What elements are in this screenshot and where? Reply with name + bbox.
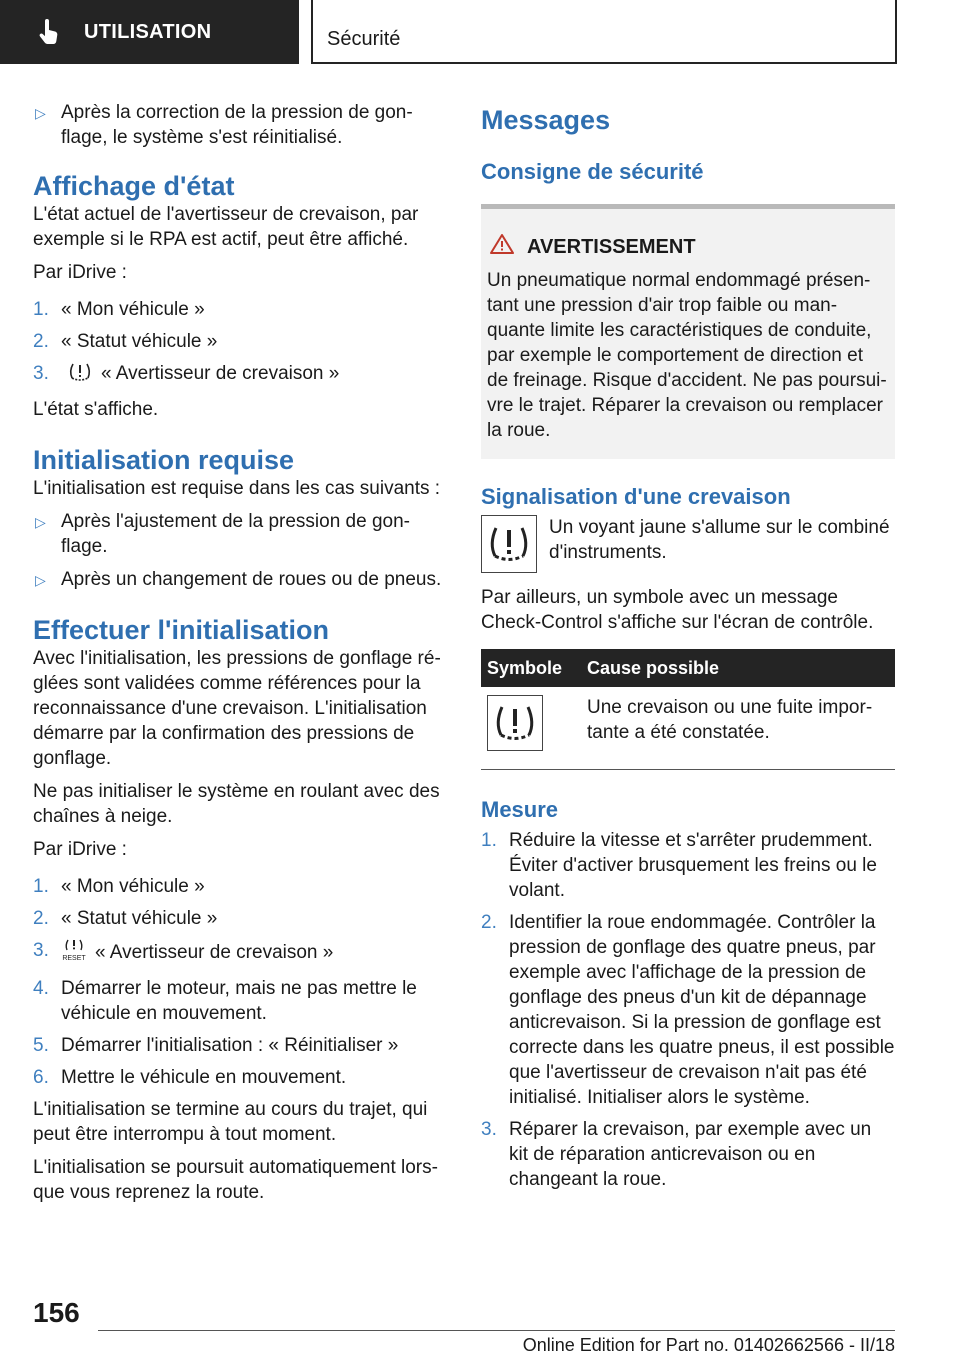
footer-rule <box>98 1330 895 1331</box>
page-number: 156 <box>33 1297 80 1328</box>
warning-title: AVERTISSEMENT <box>527 236 696 258</box>
section-title: Sécurité <box>327 28 401 50</box>
left-column <box>33 100 445 1213</box>
list-item: 5. Démarrer l'initialisation : « Réinitialiser » <box>33 1035 399 1056</box>
section-tab <box>311 0 897 64</box>
list-item: 2. « Statut véhicule » <box>33 908 218 929</box>
svg-text:RESET: RESET <box>62 955 86 962</box>
tire-warning-icon <box>67 361 93 390</box>
list-item: 2. « Statut véhicule » <box>33 331 218 352</box>
perform-text: Avec l'initialisation, les pressions de gonflage ré‐ glées sont validées comme références pour la reconnaissance d'une crevaison. L'initialisation démarre par la confirmation des pressions de gonflage. <box>33 648 441 769</box>
list-item: 4. Démarrer le moteur, mais ne pas mettre le véhicule en mouvement. <box>33 978 417 1024</box>
required-text: L'initialisation est requise dans les cas suivants : <box>33 478 441 499</box>
indicator-text: Un voyant jaune s'allume sur le combiné d'instruments. <box>549 517 890 563</box>
list-item: 3. Réparer la crevaison, par exemple avec un kit de réparation anticrevaison ou en changeant la roue. <box>481 1119 872 1190</box>
list-item: ▷ Après l'ajustement de la pression de gon‐ flage. <box>35 511 410 557</box>
resume-text: L'initialisation se poursuit automatiquement lors‐ que vous reprenez la route. <box>33 1157 438 1203</box>
triangle-bullet-icon: ▷ <box>35 572 46 588</box>
status-heading: Affichage d'état <box>33 171 235 201</box>
idrive-label: Par iDrive : <box>33 262 127 283</box>
warning-text: Un pneumatique normal endommagé présen‐ tant une pression d'air trop faible ou man‐ quante limite les caractéristiques de conduite, par exemple le comportement de direction et de freinage. Risque d'accident. Ne pas poursui‐ vre le trajet. Réparer la crevaison ou remplacer la roue. <box>487 270 887 441</box>
messages-heading: Messages <box>481 105 611 135</box>
column-header: Cause possible <box>581 649 895 687</box>
tpms-symbol-icon <box>487 695 543 751</box>
column-header: Symbole <box>481 649 581 687</box>
completion-text: L'initialisation se termine au cours du trajet, qui peut être interrompu à tout moment. <box>33 1099 428 1145</box>
required-heading: Initialisation requise <box>33 445 295 475</box>
signal-heading: Signalisation d'une crevaison <box>481 484 791 509</box>
list-item: 1. « Mon véhicule » <box>33 299 205 320</box>
list-item: ▷ Après un changement de roues ou de pneus. <box>33 567 445 592</box>
status-result: L'état s'affiche. <box>33 399 159 420</box>
tpms-indicator-icon <box>481 515 537 573</box>
safety-heading: Consigne de sécurité <box>481 159 704 184</box>
warning-triangle-icon <box>489 233 515 262</box>
warning-box <box>481 209 895 459</box>
list-item: 6. Mettre le véhicule en mouvement. <box>33 1067 347 1088</box>
table-row <box>481 687 895 759</box>
right-column <box>481 100 895 1199</box>
measure-heading: Mesure <box>481 797 559 822</box>
edition-text: Online Edition for Part no. 01402662566 - II/18 <box>522 1335 895 1355</box>
tire-reset-icon <box>61 938 87 969</box>
status-text: L'état actuel de l'avertisseur de crevaison, par exemple si le RPA est actif, peut être affiché. <box>33 204 419 250</box>
triangle-bullet-icon: ▷ <box>35 105 46 121</box>
triangle-bullet-icon: ▷ <box>35 514 46 530</box>
idrive-label: Par iDrive : <box>33 839 127 860</box>
cause-cell: Une crevaison ou une fuite impor‐ tante a été constatée. <box>587 697 873 743</box>
list-item: 2. Identifier la roue endommagée. Contrôler la pression de gonflage des quatre pneus, par exemple avec l'affichage de la pression de gonflage des pneus d'un kit de dépannage anticrevaison. Si la pression de gonflage est correcte dans les quatre pneus, il est possible que l'avertisseur de crevaison n'ait pas été initialisé. Initialiser alors le système. <box>481 912 895 1108</box>
chapter-tab <box>0 0 299 64</box>
list-item: ▷ Après la correction de la pression de gon‐ flage, le système s'est réinitialisé. <box>35 102 413 148</box>
list-item: 1. « Mon véhicule » <box>33 876 205 897</box>
symbol-table <box>481 649 895 759</box>
list-item: 1. Réduire la vitesse et s'arrêter prudemment. Éviter d'activer brusquement les freins ou le volant. <box>481 830 877 901</box>
check-control-text: Par ailleurs, un symbole avec un message Check-Control s'affiche sur l'écran de contrôle. <box>481 587 874 633</box>
perform-heading: Effectuer l'initialisation <box>33 615 329 645</box>
snow-chain-note: Ne pas initialiser le système en roulant avec des chaînes à neige. <box>33 781 440 827</box>
list-item: 3. RESET « Avertisseur de crevaison » <box>33 938 445 969</box>
chapter-title: UTILISATION <box>84 20 212 43</box>
hand-pointer-icon <box>38 18 64 46</box>
list-item: 3. « Avertisseur de crevaison » <box>33 361 445 390</box>
